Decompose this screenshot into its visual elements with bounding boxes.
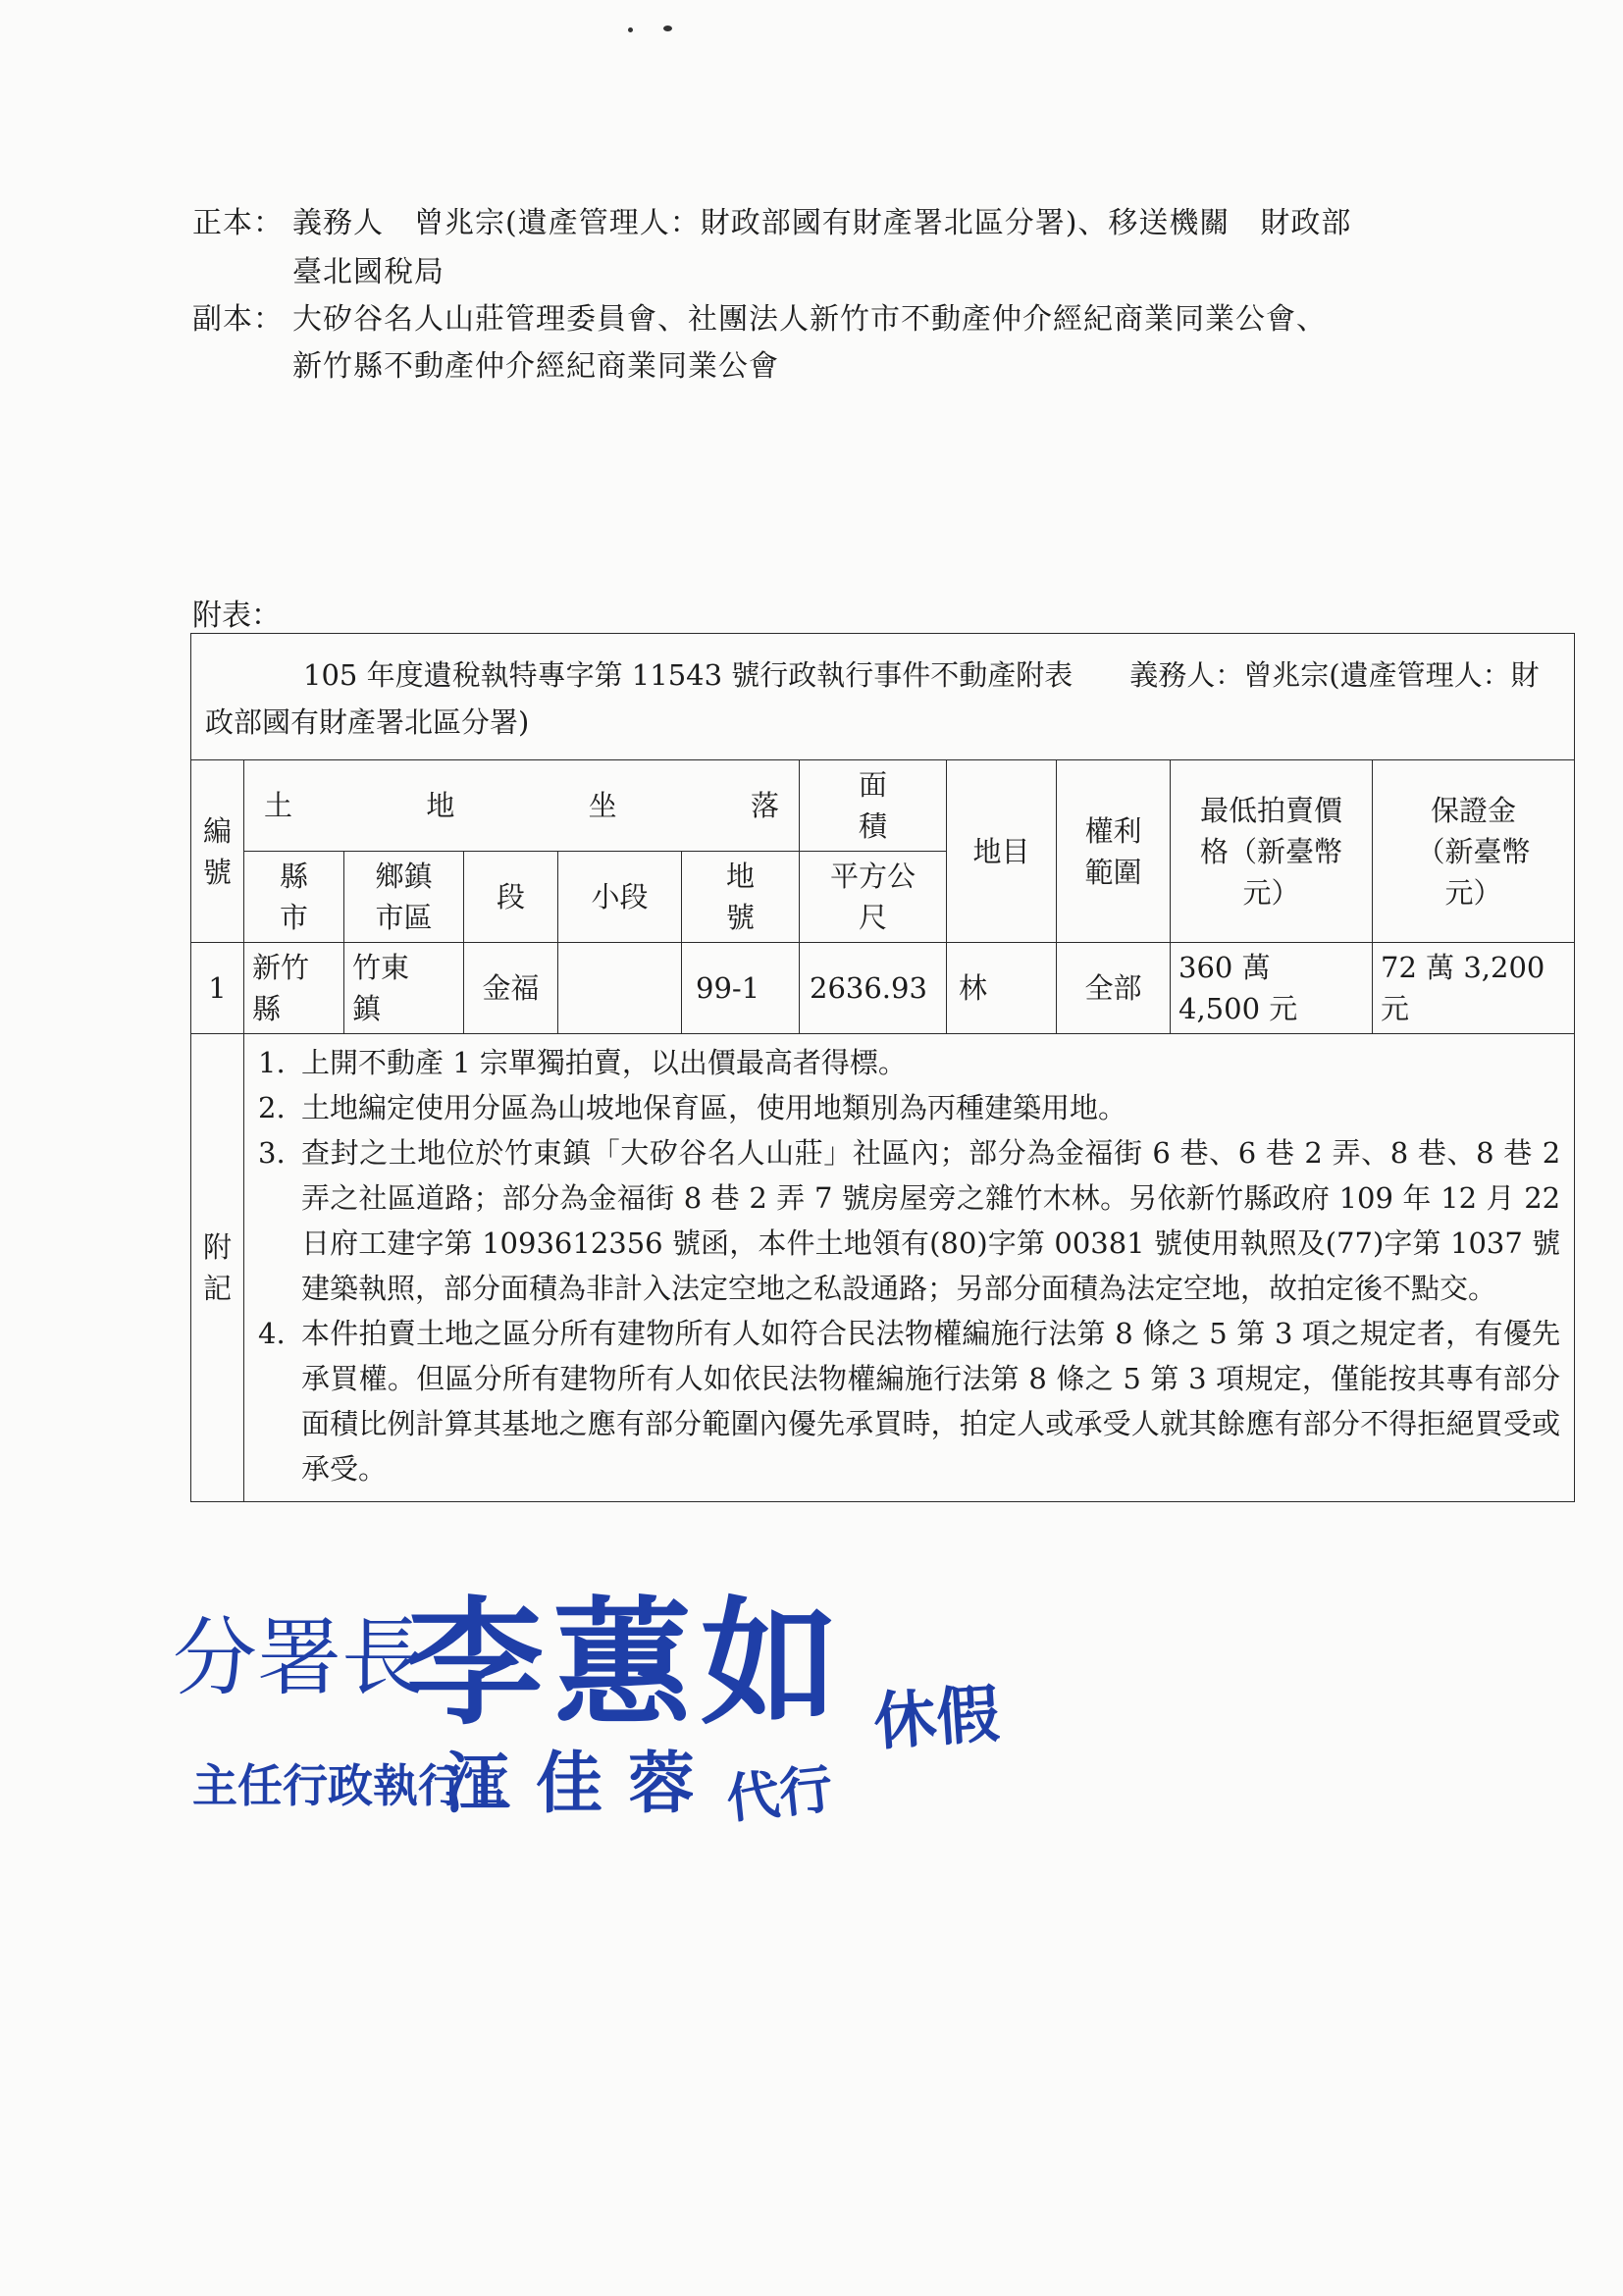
scan-speck: [663, 26, 672, 31]
note-number: 3.: [258, 1136, 286, 1170]
row-no: 1: [191, 943, 244, 1034]
stamp-director-name: 李蕙如: [406, 1584, 849, 1745]
header-township: [344, 852, 464, 943]
copy-recipients: 大矽谷名人山莊管理委員會、社團法人新竹市不動產仲介經紀商業同業公會、: [292, 302, 1327, 337]
annex-label: 附表：: [192, 599, 281, 633]
row-township-text: 竹東鎮: [352, 951, 410, 1025]
row-deposit: [1373, 943, 1575, 1034]
stamp-title: 分署長: [173, 1609, 426, 1707]
table-row: [191, 943, 1575, 1034]
table-title: [191, 634, 1575, 760]
header-subsection: [558, 852, 682, 943]
header-min-price: [1171, 760, 1373, 943]
note-number: 1.: [258, 1046, 286, 1079]
header-rights-scope: [1057, 760, 1171, 943]
note-item: [258, 1311, 1560, 1491]
note-item: [258, 1040, 1560, 1085]
header-location-char: 土: [264, 789, 293, 822]
header-lot-no: [682, 852, 800, 943]
note-text: 本件拍賣土地之區分所有建物所有人如符合民法物權編施行法第 8 條之 5 第 3 項之規定者，有優先承買權。但區分所有建物所有人如依民法物權編施行法第 8 條之 5 第 3 項規定，僅能按其專有部分面積比例計算其基地之應有部分範圍內優先承買時，拍定人或承受人就其餘應有部分不得拒絕買受或承受。: [301, 1317, 1561, 1486]
notes-row: [191, 1034, 1575, 1502]
header-area-unit: [800, 852, 947, 943]
note-item: [258, 1130, 1560, 1311]
row-deposit-text: 72 萬 3,200 元: [1381, 951, 1545, 1025]
header-land-category: 地目: [947, 760, 1057, 943]
header-row-1: [191, 760, 1575, 852]
stamp-acting-name: 江佳蓉: [444, 1745, 721, 1823]
header-area: [800, 760, 947, 852]
header-lot-no-text: 地號: [725, 860, 755, 934]
row-min-price-text: 360 萬 4,500 元: [1178, 951, 1298, 1025]
row-lot-no: 99-1: [682, 943, 800, 1034]
header-county-text: 縣市: [279, 860, 308, 934]
notes-label-text: 附記: [202, 1230, 232, 1305]
original-recipients: 義務人 曾兆宗(遺產管理人：財政部國有財產署北區分署)、移送機關 財政部: [292, 206, 1352, 240]
row-area: 2636.93: [800, 943, 947, 1034]
header-location-char: 落: [750, 789, 779, 822]
row-rights-scope: 全部: [1057, 943, 1171, 1034]
scan-speck: [628, 27, 633, 32]
header-deposit: [1373, 760, 1575, 943]
original-label: 正本：: [192, 206, 284, 240]
header-section: 段: [464, 852, 558, 943]
row-min-price: [1171, 943, 1373, 1034]
header-township-text: 鄉鎮市區: [375, 860, 433, 934]
notes-label: [191, 1034, 244, 1502]
header-land-location: [244, 760, 800, 852]
notes-body: [244, 1034, 1575, 1502]
row-county: [244, 943, 344, 1034]
header-county: [244, 852, 344, 943]
note-text: 查封之土地位於竹東鎮「大矽谷名人山莊」社區內；部分為金福街 6 巷、6 巷 2 弄、8 巷、8 巷 2 弄之社區道路；部分為金福街 8 巷 2 弄 7 號房屋旁之雜竹木林。另依新竹縣政府 109 年 12 月 22 日府工建字第 1093612356 號函，本件土地領有(80)字第 00381 號使用執照及(77)字第 1037 號建築執照，部分面積為非計入法定空地之私設通路；另部分面積為法定空地，故拍定後不點交。: [301, 1136, 1561, 1305]
row-county-text: 新竹縣: [252, 951, 310, 1025]
property-annex-table: [190, 633, 1575, 1502]
header-area-text: 面積: [858, 768, 887, 843]
header-no: [191, 760, 244, 943]
row-section: 金福: [464, 943, 558, 1034]
header-area-unit-text: 平方公尺: [829, 860, 916, 934]
copy-recipients-cont: 新竹縣不動產仲介經紀商業同業公會: [292, 349, 779, 384]
header-location-char: 坐: [588, 789, 617, 822]
header-no-text: 編號: [202, 813, 232, 889]
original-recipients-cont: 臺北國稅局: [292, 255, 445, 289]
header-location-char: 地: [426, 789, 455, 822]
stamp-acting-title: 主任行政執行官: [192, 1759, 508, 1812]
stamp-acting: 代行: [723, 1756, 836, 1831]
header-deposit-text: 保證金（新臺幣元）: [1416, 793, 1531, 910]
row-township: [344, 943, 464, 1034]
note-item: [258, 1085, 1560, 1130]
note-number: 4.: [258, 1317, 286, 1350]
stamp-on-leave: 休假: [870, 1677, 1002, 1760]
row-land-category: 林: [947, 943, 1057, 1034]
header-subsection-text: 小段: [591, 880, 649, 913]
table-title-text: 105 年度遺稅執特專字第 11543 號行政執行事件不動產附表 義務人：曾兆宗(遺產管理人：財政部國有財產署北區分署): [205, 658, 1540, 739]
note-text: 土地編定使用分區為山坡地保育區，使用地類別為丙種建築用地。: [301, 1091, 1127, 1124]
row-subsection: [558, 943, 682, 1034]
note-number: 2.: [258, 1091, 286, 1124]
header-rights-scope-text: 權利範圍: [1084, 813, 1142, 889]
table-title-row: [191, 634, 1575, 760]
header-min-price-text: 最低拍賣價格（新臺幣元）: [1199, 793, 1342, 910]
copy-label: 副本：: [192, 302, 284, 337]
note-text: 上開不動產 1 宗單獨拍賣，以出價最高者得標。: [301, 1046, 907, 1079]
